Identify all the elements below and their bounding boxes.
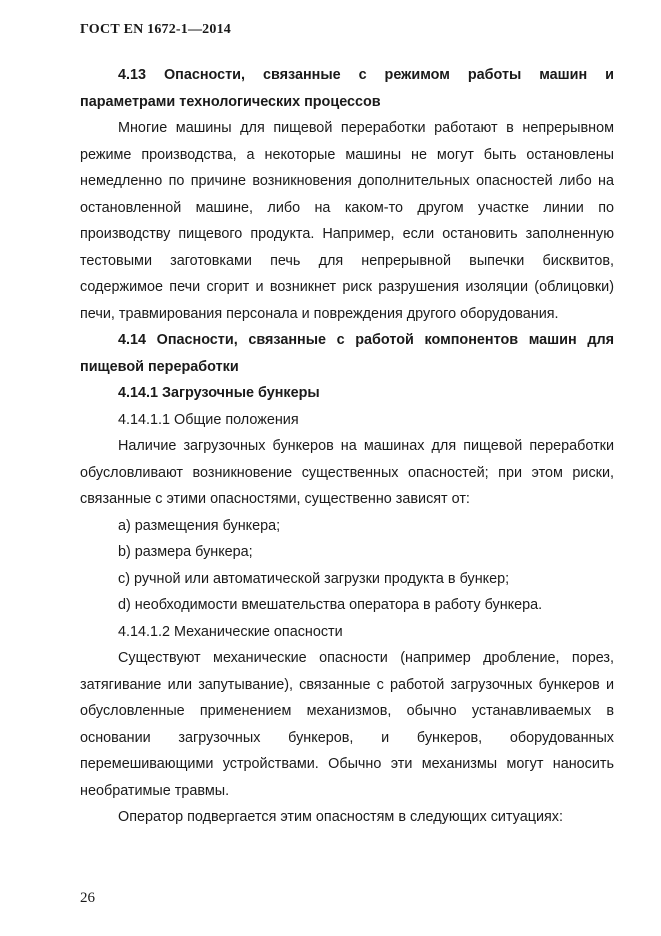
document-code-header: ГОСТ EN 1672-1—2014 xyxy=(80,22,231,37)
section-4-14-1-1-heading: 4.14.1.1 Общие положения xyxy=(118,411,299,428)
section-4-14-1-2-paragraph: Существуют механические опасности (например дробление, порез, затягивание или запутывание), связанные с работой загрузочных бункеров и обусловленные применением механизмов, обычно устанавливаемых в основании загрузочных бункеров, и бункеров, оборудованных перемешивающими устройствами. Обычно эти механизмы могут наносить необратимые травмы. xyxy=(80,650,614,799)
section-4-13-paragraph: Многие машины для пищевой переработки работают в непрерывном режиме производства, а некоторые машины не могут быть остановлены немедленно по причине возникновения дополнительных опасностей либо на остановленной машине, либо на каком-то другом участке линии по производству пищевого продукта. Например, если остановить заполненную тестовыми заготовками печь для непрерывной выпечки бисквитов, содержимое печи сгорит и возникнет риск разрушения изоляции (облицовки) печи, травмирования персонала и повреждения другого оборудования. xyxy=(80,120,614,322)
section-4-14-1-2-heading: 4.14.1.2 Механические опасности xyxy=(118,623,343,640)
document-body xyxy=(80,62,614,831)
section-4-14-1-1-paragraph: Наличие загрузочных бункеров на машинах для пищевой переработки обусловливают возникновение существенных опасностей; при этом риски, связанные с этими опасностями, существенно зависят от: xyxy=(80,438,614,507)
list-item-c: c) ручной или автоматической загрузки продукта в бункер; xyxy=(118,570,510,587)
page-number: 26 xyxy=(80,890,95,906)
list-item-b: b) размера бункера; xyxy=(118,544,253,560)
list-item-a: a) размещения бункера; xyxy=(118,517,281,534)
section-4-14-1-heading: 4.14.1 Загрузочные бункеры xyxy=(118,385,320,401)
section-4-14-heading: 4.14 Опасности, связанные с работой компонентов машин для пищевой переработки xyxy=(80,332,614,375)
section-4-13-heading: 4.13 Опасности, связанные с режимом работы машин и параметрами технологических процессов xyxy=(80,67,614,110)
section-4-14-1-2-paragraph-2: Оператор подвергается этим опасностям в следующих ситуациях: xyxy=(118,809,563,825)
list-item-d: d) необходимости вмешательства оператора в работу бункера. xyxy=(118,597,543,613)
